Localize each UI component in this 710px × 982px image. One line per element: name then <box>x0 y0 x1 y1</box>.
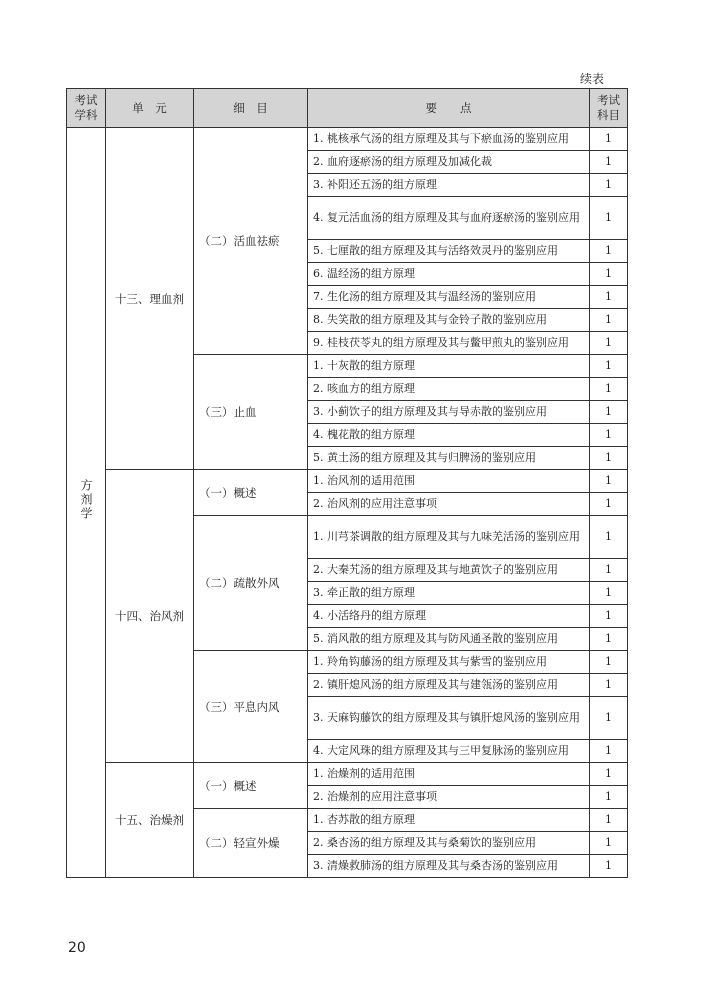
score-cell: 1 <box>590 809 628 832</box>
point-cell: 1. 川芎茶调散的组方原理及其与九味羌活汤的鉴别应用 <box>308 516 590 559</box>
score-cell: 1 <box>590 855 628 878</box>
score-cell: 1 <box>590 309 628 332</box>
syllabus-body <box>67 128 628 878</box>
detail-cell: （一）概述 <box>194 763 308 809</box>
point-cell: 1. 桃核承气汤的组方原理及其与下瘀血汤的鉴别应用 <box>308 128 590 151</box>
score-cell: 1 <box>590 378 628 401</box>
score-cell: 1 <box>590 470 628 493</box>
table-row <box>67 470 628 493</box>
point-cell: 8. 失笑散的组方原理及其与金铃子散的鉴别应用 <box>308 309 590 332</box>
point-cell: 1. 羚角钩藤汤的组方原理及其与紫雪的鉴别应用 <box>308 651 590 674</box>
point-cell: 2. 血府逐瘀汤的组方原理及加减化裁 <box>308 151 590 174</box>
header-score: 考试科目 <box>590 89 628 128</box>
point-cell: 9. 桂枝茯苓丸的组方原理及其与鳖甲煎丸的鉴别应用 <box>308 332 590 355</box>
score-cell: 1 <box>590 832 628 855</box>
score-cell: 1 <box>590 493 628 516</box>
header-unit: 单 元 <box>106 89 194 128</box>
detail-cell: （三）止血 <box>194 355 308 470</box>
score-cell: 1 <box>590 763 628 786</box>
point-cell: 2. 桑杏汤的组方原理及其与桑菊饮的鉴别应用 <box>308 832 590 855</box>
score-cell: 1 <box>590 516 628 559</box>
score-cell: 1 <box>590 263 628 286</box>
score-cell: 1 <box>590 151 628 174</box>
continued-label: 续表 <box>580 72 605 86</box>
score-cell: 1 <box>590 174 628 197</box>
point-cell: 3. 小蓟饮子的组方原理及其与导赤散的鉴别应用 <box>308 401 590 424</box>
score-cell: 1 <box>590 197 628 240</box>
unit-cell: 十五、治燥剂 <box>106 763 194 878</box>
point-cell: 7. 生化汤的组方原理及其与温经汤的鉴别应用 <box>308 286 590 309</box>
header-row <box>67 89 628 128</box>
score-cell: 1 <box>590 128 628 151</box>
point-cell: 2. 大秦艽汤的组方原理及其与地黄饮子的鉴别应用 <box>308 559 590 582</box>
score-cell: 1 <box>590 740 628 763</box>
score-cell: 1 <box>590 605 628 628</box>
point-cell: 2. 咳血方的组方原理 <box>308 378 590 401</box>
score-cell: 1 <box>590 559 628 582</box>
score-cell: 1 <box>590 674 628 697</box>
point-cell: 3. 牵正散的组方原理 <box>308 582 590 605</box>
point-cell: 4. 小活络丹的组方原理 <box>308 605 590 628</box>
score-cell: 1 <box>590 286 628 309</box>
table-row <box>67 128 628 151</box>
detail-cell: （一）概述 <box>194 470 308 516</box>
detail-cell: （二）轻宣外燥 <box>194 809 308 878</box>
header-point: 要 点 <box>308 89 590 128</box>
point-cell: 3. 补阳还五汤的组方原理 <box>308 174 590 197</box>
score-cell: 1 <box>590 424 628 447</box>
unit-cell: 十三、理血剂 <box>106 128 194 470</box>
subject-label: 方剂学 <box>79 479 93 521</box>
score-cell: 1 <box>590 628 628 651</box>
table-row <box>67 763 628 786</box>
point-cell: 5. 七厘散的组方原理及其与活络效灵丹的鉴别应用 <box>308 240 590 263</box>
point-cell: 4. 槐花散的组方原理 <box>308 424 590 447</box>
detail-cell: （二）活血祛瘀 <box>194 128 308 355</box>
page-number: 20 <box>68 940 86 956</box>
point-cell: 1. 杏苏散的组方原理 <box>308 809 590 832</box>
detail-cell: （三）平息内风 <box>194 651 308 763</box>
unit-cell: 十四、治风剂 <box>106 470 194 763</box>
syllabus-table <box>66 88 628 878</box>
score-cell: 1 <box>590 697 628 740</box>
header-detail: 细 目 <box>194 89 308 128</box>
point-cell: 2. 镇肝熄风汤的组方原理及其与建瓴汤的鉴别应用 <box>308 674 590 697</box>
detail-cell: （二）疏散外风 <box>194 516 308 651</box>
point-cell: 5. 黄土汤的组方原理及其与归脾汤的鉴别应用 <box>308 447 590 470</box>
score-cell: 1 <box>590 332 628 355</box>
point-cell: 2. 治燥剂的应用注意事项 <box>308 786 590 809</box>
point-cell: 3. 天麻钩藤饮的组方原理及其与镇肝熄风汤的鉴别应用 <box>308 697 590 740</box>
point-cell: 5. 消风散的组方原理及其与防风通圣散的鉴别应用 <box>308 628 590 651</box>
point-cell: 1. 十灰散的组方原理 <box>308 355 590 378</box>
score-cell: 1 <box>590 401 628 424</box>
score-cell: 1 <box>590 582 628 605</box>
score-cell: 1 <box>590 355 628 378</box>
point-cell: 6. 温经汤的组方原理 <box>308 263 590 286</box>
header-subject: 考试学科 <box>67 89 106 128</box>
score-cell: 1 <box>590 240 628 263</box>
point-cell: 2. 治风剂的应用注意事项 <box>308 493 590 516</box>
subject-cell <box>67 128 106 878</box>
point-cell: 1. 治燥剂的适用范围 <box>308 763 590 786</box>
point-cell: 1. 治风剂的适用范围 <box>308 470 590 493</box>
score-cell: 1 <box>590 651 628 674</box>
point-cell: 4. 复元活血汤的组方原理及其与血府逐瘀汤的鉴别应用 <box>308 197 590 240</box>
point-cell: 3. 清燥救肺汤的组方原理及其与桑杏汤的鉴别应用 <box>308 855 590 878</box>
score-cell: 1 <box>590 786 628 809</box>
point-cell: 4. 大定风珠的组方原理及其与三甲复脉汤的鉴别应用 <box>308 740 590 763</box>
score-cell: 1 <box>590 447 628 470</box>
